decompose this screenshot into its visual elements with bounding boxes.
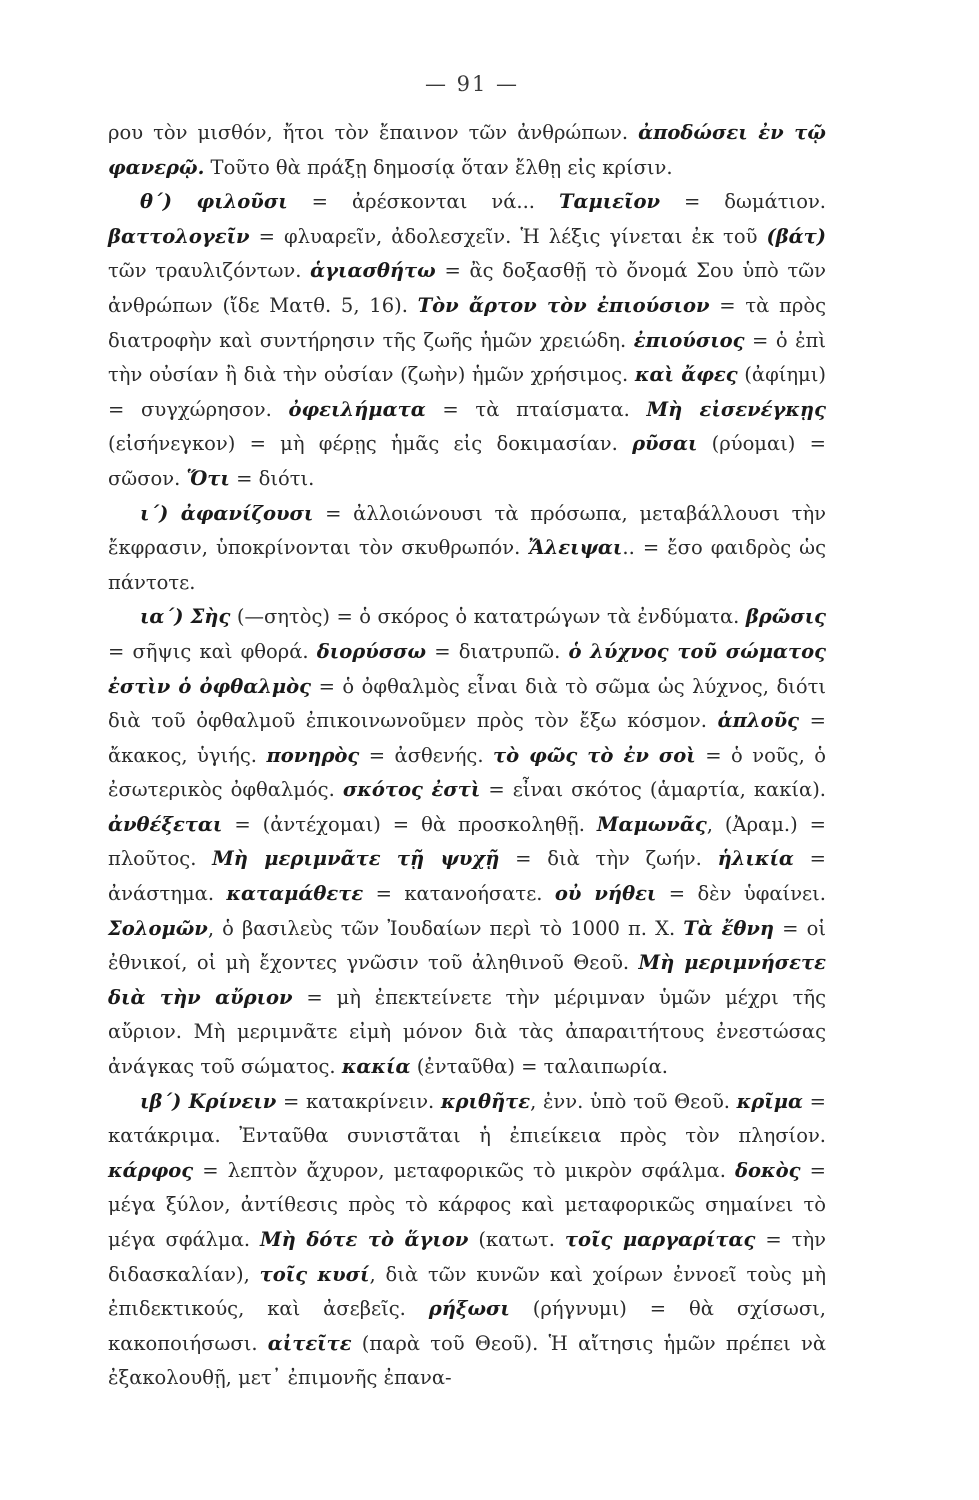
gloss-text: Τοῦτο θὰ πράξῃ δημοσίᾳ ὅταν ἔλθῃ εἰς κρίσιν. (204, 155, 673, 179)
headword: ἀνθέξεται (108, 812, 223, 836)
gloss-text: = ὁ νοῦς, ὁ ἐσωτερικὸς ὀφθαλμός. (108, 743, 826, 802)
gloss-text: (ἐνταῦθα) = ταλαιπωρία. (410, 1055, 669, 1079)
headword: ὀφειλήματα (288, 397, 426, 421)
headword: Μὴ μεριμνήσετε διὰ τὴν αὔριον (108, 951, 826, 1009)
headword: Ὅτι (186, 466, 230, 490)
gloss-text: = ὁ ἐπὶ τὴν οὐσίαν ἢ διὰ τὴν οὐσίαν (ζωὴν) ἡμῶν χρήσιμος. (108, 328, 826, 387)
headword: αἰτεῖτε (267, 1331, 352, 1355)
headword: πονηρὸς (266, 743, 360, 767)
gloss-text: = ἀσθενής. (359, 743, 493, 767)
headword: ἁπλοῦς (717, 709, 799, 733)
paragraph (108, 1085, 826, 1396)
gloss-text: = κατανοήσατε. (363, 882, 555, 906)
headword: Ταμιεῖον (558, 190, 660, 214)
headword: καταμάθετε (226, 882, 364, 906)
gloss-text: (ρήγνυμι) = θὰ σχίσωσι, κακοποιήσωσι. (108, 1297, 826, 1355)
gloss-text: = τὰ πρὸς διατροφὴν καὶ συντήρησιν τῆς ζωῆς ἡμῶν χρειώδη. (108, 293, 826, 352)
headword: τὸ φῶς τὸ ἐν σοὶ (493, 743, 696, 767)
gloss-text: = ἀρέσκονται νά... (287, 190, 559, 214)
gloss-text: (παρὰ τοῦ Θεοῦ). Ἡ αἴτησις ἡμῶν πρέπει νὰ ἐξακολουθῇ, μετ᾽ ἐπιμονῆς ἐπανα- (108, 1331, 827, 1390)
gloss-text: (—σητὸς) = ὁ σκόρος ὁ κατατρώγων τὰ ἐνδύματα. (230, 605, 746, 629)
headword: ιβ΄) Κρίνειν (140, 1089, 277, 1113)
gloss-text: (ἀφίημι) = συγχώρησον. (108, 363, 826, 421)
gloss-text: = τὰ πταίσματα. (425, 397, 647, 421)
page-number: — 91 — (424, 72, 520, 96)
page (108, 72, 826, 1396)
gloss-text: , ὁ βασιλεὺς τῶν Ἰουδαίων περὶ τὸ 1000 π. Χ. (207, 916, 684, 940)
text-body (108, 116, 826, 1396)
headword: ἡλικία (717, 847, 794, 871)
gloss-text: ρου τὸν μισθόν, ἤτοι τὸν ἔπαινον τῶν ἀνθρώπων. (108, 121, 639, 144)
paragraph (108, 185, 826, 496)
gloss-text: (κατωτ. (468, 1228, 565, 1251)
headword: τοῖς μαργαρίτας (564, 1228, 756, 1251)
headword: βρῶσις (745, 605, 826, 629)
gloss-text: = σῆψις καὶ φθορά. (108, 639, 317, 663)
headword: ρῦσαι (632, 432, 698, 456)
gloss-text: .. = ἔσο φαιδρὸς ὡς πάντοτε. (108, 536, 827, 594)
gloss-text: = κατακρίνειν. (276, 1089, 441, 1113)
headword: διορύσσω (316, 639, 427, 663)
headword: κάρφος (108, 1158, 194, 1182)
gloss-text: , (Ἀραμ.) = πλοῦτος. (108, 812, 826, 871)
headword: θ΄) φιλοῦσι (140, 190, 288, 214)
paragraph (108, 600, 826, 1084)
gloss-text: = (ἀντέχομαι) = θὰ προσκοληθῇ. (222, 812, 597, 836)
headword: ἁγιασθήτω (310, 259, 436, 283)
gloss-text: = διὰ τὴν ζωήν. (499, 847, 718, 871)
headword: Ἄλειψαι (528, 536, 623, 560)
headword: Μὴ μεριμνᾶτε τῇ ψυχῇ (212, 847, 500, 871)
gloss-text: = ἂς δοξασθῇ τὸ ὄνομά Σου ὑπὸ τῶν ἀνθρώπων (ἴδε Ματθ. 5, 16). (108, 259, 826, 317)
headword: ὁ λύχνος τοῦ σώματος ἐστὶν ὁ ὀφθαλμὸς (108, 639, 826, 698)
headword: Μὴ εἰσενέγκῃς (646, 397, 826, 421)
gloss-text: = δὲν ὑφαίνει. (656, 882, 826, 906)
paragraph (108, 497, 826, 601)
headword: ια΄) Σὴς (140, 605, 231, 629)
headword: Σολομῶν (108, 916, 208, 940)
headword: δοκὸς (735, 1158, 801, 1182)
gloss-text: = μὴ ἐπεκτείνετε τὴν μέριμναν ὑμῶν μέχρι τῆς αὔριον. Μὴ μεριμνᾶτε εἰμὴ μόνον διὰ τὰς ἀπαραιτήτους ἐνεστώσας ἀνάγκας τοῦ σώματος. (108, 985, 826, 1079)
headword: τοῖς κυσί (259, 1262, 370, 1286)
gloss-text: (ρύομαι) = σῶσον. (108, 432, 826, 490)
gloss-text: , διὰ τῶν κυνῶν καὶ χοίρων ἐννοεῖ τοὺς μὴ ἐπιδεκτικούς, καὶ ἀσεβεῖς. (108, 1262, 827, 1321)
gloss-text: = τὴν διδασκαλίαν), (108, 1228, 826, 1286)
headword: βαττολογεῖν (108, 224, 250, 248)
gloss-text: = ὁ ὀφθαλμὸς εἶναι διὰ τὸ σῶμα ὡς λύχνος, διότι διὰ τοῦ ὀφθαλμοῦ ἐπικοινωνοῦμεν πρὸς τὸν ἔξω κόσμον. (108, 674, 826, 733)
gloss-text: = ἄκακος, ὑγιής. (108, 709, 826, 767)
headword: ι΄) ἀφανίζουσι (140, 501, 314, 525)
gloss-text: τῶν τραυλιζόντων. (108, 259, 311, 283)
gloss-text: , ἐνν. ὑπὸ τοῦ Θεοῦ. (530, 1089, 737, 1113)
headword: Τὰ ἔθνη (683, 916, 775, 940)
headword: Μὴ δότε τὸ ἅγιον (260, 1228, 469, 1251)
gloss-text: = ἀνάστημα. (108, 847, 827, 906)
headword: (βάτ) (766, 224, 826, 248)
gloss-text: = λεπτὸν ἄχυρον, μεταφορικῶς τὸ μικρὸν σφάλμα. (193, 1158, 736, 1182)
gloss-text: = μέγα ξύλον, ἀντίθεσις πρὸς τὸ κάρφος καὶ μεταφορικῶς σημαίνει τὸ μέγα σφάλμα. (108, 1158, 826, 1251)
gloss-text: = εἶναι σκότος (ἁμαρτία, κακία). (480, 778, 827, 802)
gloss-text: = φλυαρεῖν, ἀδολεσχεῖν. Ἡ λέξις γίνεται ἐκ τοῦ (249, 224, 767, 248)
headword: κακία (341, 1055, 411, 1079)
headword: οὐ νήθει (554, 882, 657, 906)
gloss-text: = διότι. (229, 466, 315, 490)
gloss-text: = οἱ ἐθνικοί, οἱ μὴ ἔχοντες γνῶσιν τοῦ ἀληθινοῦ Θεοῦ. (108, 916, 827, 975)
gloss-text: (εἰσήνεγκον) = μὴ φέρῃς ἡμᾶς εἰς δοκιμασίαν. (108, 432, 633, 456)
headword: Τὸν ἄρτον τὸν ἐπιούσιον (417, 293, 710, 317)
headword: ρήξωσι (428, 1297, 510, 1321)
headword: ἀποδώσει ἐν τῷ φανερῷ. (108, 121, 826, 179)
headword: ἐπιούσιος (633, 328, 745, 352)
headword: καὶ ἄφες (634, 363, 738, 387)
paragraph (108, 116, 826, 185)
headword: σκότος ἐστὶ (342, 778, 481, 802)
gloss-text: = διατρυπῶ. (426, 639, 569, 663)
headword: Μαμωνᾶς (596, 812, 707, 836)
headword: κρῖμα (736, 1089, 803, 1113)
gloss-text: = δωμάτιον. (660, 190, 826, 214)
gloss-text: = κατάκριμα. Ἐνταῦθα συνιστᾶται ἡ ἐπιείκεια πρὸς τὸν πλησίον. (108, 1089, 826, 1148)
headword: κριθῆτε (440, 1089, 531, 1113)
gloss-text: = ἀλλοιώνουσι τὰ πρόσωπα, μεταβάλλουσι τὴν ἔκφρασιν, ὑποκρίνονται τὸν σκυθρωπόν. (108, 501, 826, 560)
